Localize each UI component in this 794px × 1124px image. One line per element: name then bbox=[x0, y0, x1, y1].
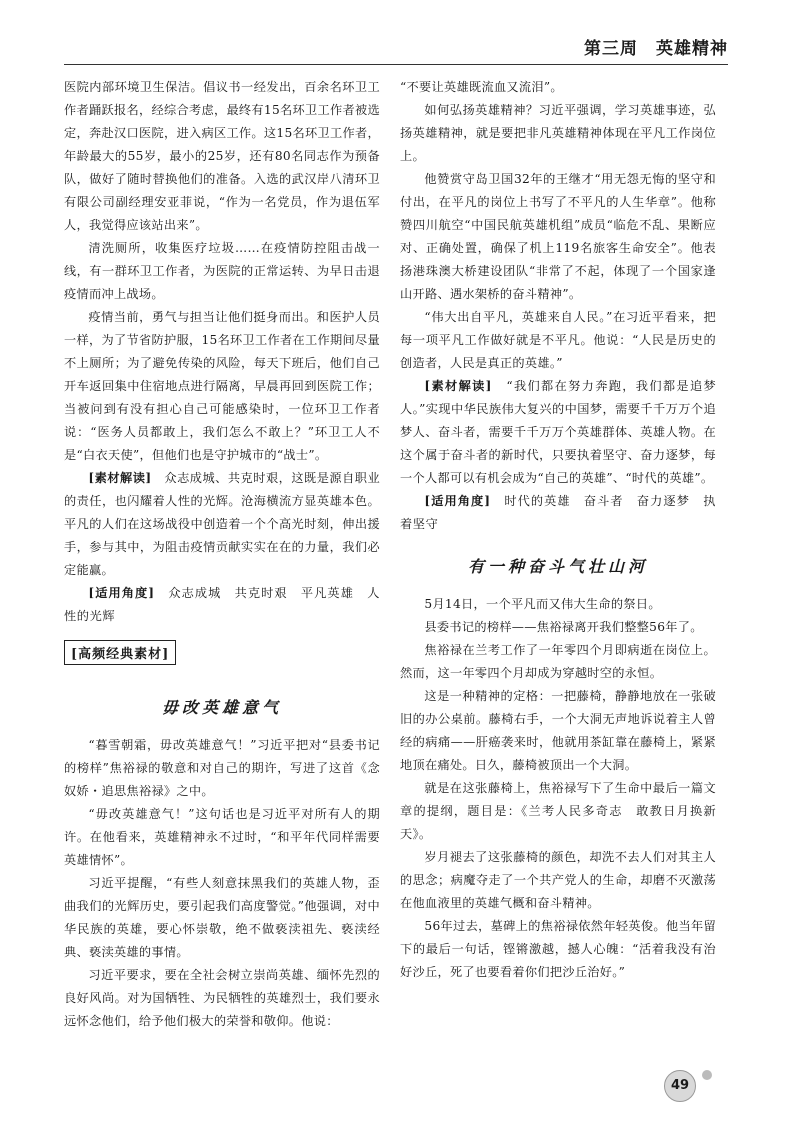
applicable-angles bbox=[400, 490, 716, 536]
paragraph: 习近平提醒，“有些人刻意抹黑我们的英雄人物，歪曲我们的光辉历史，要引起我们高度警觉。”他强调，对中华民族的英雄，要心怀崇敬，绝不做亵渎祖先、亵渎经典、亵渎英雄的事情。 bbox=[64, 876, 380, 959]
paragraph: “不要让英雄既流血又流泪”。 bbox=[400, 80, 563, 94]
paragraph: 他赞赏守岛卫国32年的王继才“用无怨无悔的坚守和付出，在平凡的岗位上书写了不平凡的人生华章”。他称赞四川航空“中国民航英雄机组”成员“临危不乱、果断应对、正确处置，确保了机上119名旅客生命安全”。他表扬港珠澳大桥建设团队“非常了不起，体现了一个国家逢山开路、遇水架桥的奋斗精神”。 bbox=[400, 172, 716, 301]
paragraph: 疫情当前，勇气与担当让他们挺身而出。和医护人员一样，为了节省防护服，15名环卫工作者在工作期间尽量不上厕所；为了避免传染的风险，每天下班后，他们自己开车返回集中住宿地点进行隔离，早晨再回到医院工作；当被问到有没有担心自己可能感染时，一位环卫工作者说：“医务人员都敢上，我们怎么不敢上？”环卫工人不是“白衣天使”，但他们也是守护城市的“战士”。 bbox=[64, 310, 380, 462]
material-reading-text: “我们都在努力奔跑，我们都是追梦人。”实现中华民族伟大复兴的中国梦，需要千千万万个追梦人、奋斗者，需要千千万万个英雄群体、英雄人物。在这个属于奋斗者的新时代，只要执着坚守、奋力逐梦，每一个人都可以有机会成为“自己的英雄”、“时代的英雄”。 bbox=[400, 379, 717, 485]
paragraph: “伟大出自平凡，英雄来自人民。”在习近平看来，把每一项平凡工作做好就是不平凡。他说：“人民是历史的创造者，人民是真正的英雄。” bbox=[400, 310, 716, 370]
page-number: 49 bbox=[664, 1070, 696, 1102]
material-reading-label: [素材解读] bbox=[88, 471, 152, 485]
right-column bbox=[400, 76, 716, 984]
paragraph: 5月14日，一个平凡而又伟大生命的祭日。 bbox=[424, 597, 661, 611]
paragraph: 清洗厕所，收集医疗垃圾……在疫情防控阻击战一线，有一群环卫工作者，为医院的正常运转、为早日击退疫情而冲上战场。 bbox=[64, 241, 380, 301]
applicable-angles-label: [适用角度] bbox=[424, 494, 491, 508]
material-reading-text: 众志成城、共克时艰，这既是源自职业的责任，也闪耀着人性的光辉。沧海横流方显英雄本色。平凡的人们在这场战役中创造着一个个高光时刻，伸出援手，参与其中，为阻击疫情贡献实实在在的力量，我们必定能赢。 bbox=[64, 471, 380, 577]
left-column bbox=[64, 76, 380, 1033]
paragraph: “暮雪朝霜，毋改英雄意气！”习近平把对“县委书记的榜样”焦裕禄的敬意和对自己的期许，写进了这首《念奴娇・追思焦裕禄》之中。 bbox=[64, 738, 380, 798]
paragraph: 医院内部环境卫生保洁。倡议书一经发出，百余名环卫工作者踊跃报名，经综合考虑，最终有15名环卫工作者被选定，奔赴汉口医院，进入病区工作。这15名环卫工作者，年龄最大的55岁，最小的25岁，还有80名同志作为预备队，做好了随时替换他们的准备。入选的武汉岸八清环卫有限公司副经理安亚菲说，“作为一名党员，作为退伍军人，我觉得应该站出来”。 bbox=[64, 80, 380, 232]
applicable-angles bbox=[64, 582, 380, 628]
material-reading-label: [素材解读] bbox=[424, 379, 492, 393]
paragraph: “毋改英雄意气！”这句话也是习近平对所有人的期许。在他看来，英雄精神永不过时，“和平年代同样需要英雄情怀”。 bbox=[64, 807, 380, 867]
applicable-angles-label: [适用角度] bbox=[88, 586, 155, 600]
paragraph: 习近平要求，要在全社会树立崇尚英雄、缅怀先烈的良好风尚。对为国牺牲、为民牺牲的英雄烈士，我们要永远怀念他们，给予他们极大的荣誉和敬仰。他说： bbox=[64, 968, 380, 1028]
applicable-angles-text: 时代的英雄 奋斗者 奋力逐梦 执着坚守 bbox=[400, 494, 716, 531]
section-label: [高频经典素材] bbox=[64, 640, 176, 665]
applicable-angles-text: 众志成城 共克时艰 平凡英雄 人性的光辉 bbox=[64, 586, 380, 623]
article-title: 毋改英雄意气 bbox=[161, 698, 282, 717]
paragraph: 焦裕禄在兰考工作了一年零四个月即病逝在岗位上。然而，这一年零四个月却成为穿越时空的永恒。 bbox=[400, 643, 716, 680]
paragraph: 县委书记的榜样——焦裕禄离开我们整整56年了。 bbox=[424, 620, 703, 634]
paragraph: 就是在这张藤椅上，焦裕禄写下了生命中最后一篇文章的提纲，题目是：《兰考人民多奇志 敢教日月换新天》。 bbox=[400, 781, 716, 841]
paragraph: 56年过去，墓碑上的焦裕禄依然年轻英俊。他当年留下的最后一句话，铿锵激越，撼人心魄：“活着我没有治好沙丘，死了也要看着你们把沙丘治好。” bbox=[400, 919, 716, 979]
running-header: 第三周 英雄精神 bbox=[584, 39, 728, 59]
material-reading bbox=[400, 375, 716, 490]
paragraph: 岁月褪去了这张藤椅的颜色，却洗不去人们对其主人的思念；病魔夺走了一个共产党人的生命，却磨不灭激荡在他血液里的英雄气概和奋斗精神。 bbox=[400, 850, 716, 910]
article-title: 有一种奋斗气壮山河 bbox=[467, 557, 648, 576]
paragraph: 这是一种精神的定格：一把藤椅，静静地放在一张破旧的办公桌前。藤椅右手，一个大洞无声地诉说着主人曾经的病痛——肝癌袭来时，他就用茶缸靠在藤椅上，紧紧地顶在痛处。日久，藤椅被顶出一个大洞。 bbox=[400, 689, 716, 772]
header-rule bbox=[64, 64, 728, 65]
material-reading bbox=[64, 467, 380, 582]
page-number-dot bbox=[702, 1070, 712, 1080]
paragraph: 如何弘扬英雄精神？习近平强调，学习英雄事迹，弘扬英雄精神，就是要把非凡英雄精神体现在平凡工作岗位上。 bbox=[400, 103, 716, 163]
